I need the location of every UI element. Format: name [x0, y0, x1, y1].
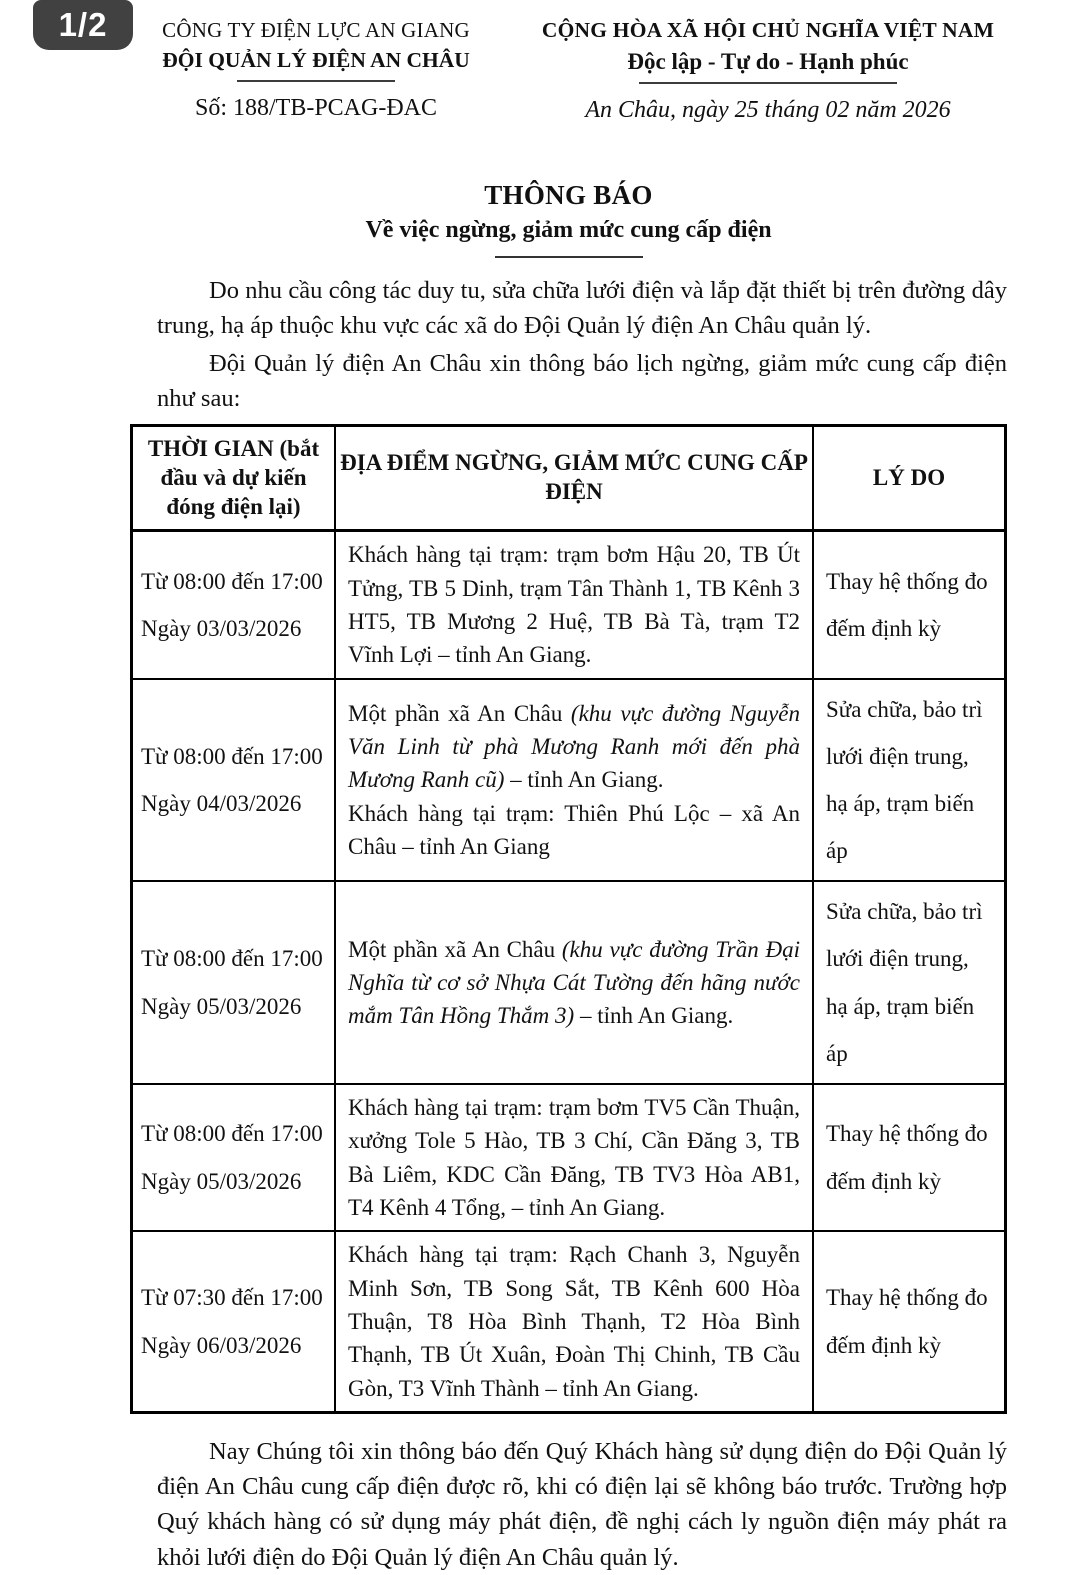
reason-cell: Sửa chữa, bảo trì lưới điện trung, hạ áp, trạm biến áp — [826, 696, 983, 864]
table-row — [133, 1232, 1004, 1411]
issuer-divider — [237, 80, 395, 82]
document-subtitle: Về việc ngừng, giảm mức cung cấp điện — [365, 217, 772, 243]
reason-cell: Thay hệ thống đo đếm định kỳ — [826, 1285, 988, 1358]
issuer-block — [130, 18, 502, 124]
time-cell: Từ 08:00 đến 17:00 Ngày 05/03/2026 — [133, 882, 336, 1083]
location-cell: Khách hàng tại trạm: trạm bơm TV5 Cần Thuận, xưởng Tole 5 Hào, TB 3 Chí, Cần Đăng 3, TB Bà Liêm, KDC Cần Đăng, TB TV3 Hòa AB1, T4 Kênh 4 Tổng, – tỉnh An Giang. — [336, 1085, 814, 1230]
location-cell: Khách hàng tại trạm: Rạch Chanh 3, Nguyễn Minh Sơn, TB Song Sắt, TB Kênh 600 Hòa Thuận, T8 Hòa Bình Thạnh, T2 Hòa Bình Thạnh, TB Út Xuân, Đoàn Thị Chinh, TB Cầu Gòn, T3 Vĩnh Thành – tỉnh An Giang. — [336, 1232, 814, 1411]
table-row — [133, 532, 1004, 679]
table-header-row — [133, 427, 1004, 532]
time-cell: Từ 07:30 đến 17:00 Ngày 06/03/2026 — [133, 1232, 336, 1411]
document-header — [130, 18, 1007, 124]
reason-cell: Thay hệ thống đo đếm định kỳ — [826, 568, 988, 641]
table-row — [133, 882, 1004, 1085]
location-cell: Khách hàng tại trạm: trạm bơm Hậu 20, TB Út Tửng, TB 5 Dinh, trạm Tân Thành 1, TB Kênh 3 HT5, TB Mương 2 Huệ, TB Bà Tà, trạm T2 Vĩnh Lợi – tỉnh An Giang. — [336, 532, 814, 677]
place-and-date: An Châu, ngày 25 tháng 02 năm 2026 — [585, 97, 951, 123]
time-cell: Từ 08:00 đến 17:00 Ngày 04/03/2026 — [133, 680, 336, 881]
time-cell: Từ 08:00 đến 17:00 Ngày 03/03/2026 — [133, 532, 336, 677]
title-divider — [495, 256, 643, 258]
document-number: Số: 188/TB-PCAG-ĐAC — [194, 95, 438, 121]
location-cell: Một phần xã An Châu (khu vực đường Trần Đại Nghĩa từ cơ sở Nhựa Cát Tường đến hãng nước mắm Tân Hồng Thắm 3) – tỉnh An Giang. — [336, 882, 814, 1083]
location-cell: Một phần xã An Châu (khu vực đường Nguyễn Văn Linh từ phà Mương Ranh mới đến phà Mương Ranh cũ) – tỉnh An Giang. Khách hàng tại trạm: Thiên Phú Lộc – xã An Châu – tỉnh An Giang — [336, 680, 814, 881]
national-block — [529, 18, 1007, 124]
national-motto: Độc lập - Tự do - Hạnh phúc — [627, 49, 909, 74]
intro-paragraph-2: Đội Quản lý điện An Châu xin thông báo lịch ngừng, giảm mức cung cấp điện như sau: — [157, 349, 1007, 412]
reason-column-header: LÝ DO — [872, 464, 946, 490]
reason-cell: Thay hệ thống đo đếm định kỳ — [826, 1121, 988, 1194]
intro-paragraph-1: Do nhu cầu công tác duy tu, sửa chữa lưới điện và lắp đặt thiết bị trên đường dây trung, hạ áp thuộc khu vực các xã do Đội Quản lý điện An Châu quản lý. — [157, 277, 1007, 340]
country-name: CỘNG HÒA XÃ HỘI CHỦ NGHĨA VIỆT NAM — [541, 18, 995, 42]
reason-cell: Sửa chữa, bảo trì lưới điện trung, hạ áp, trạm biến áp — [826, 899, 983, 1066]
motto-divider — [639, 82, 897, 84]
page-number-badge: 1/2 — [33, 0, 133, 50]
outage-table-body — [133, 532, 1004, 1411]
table-row — [133, 680, 1004, 883]
time-cell: Từ 08:00 đến 17:00 Ngày 05/03/2026 — [133, 1085, 336, 1230]
document-page — [130, 0, 1007, 1575]
department-name: ĐỘI QUẢN LÝ ĐIỆN AN CHÂU — [162, 48, 470, 72]
table-row — [133, 1085, 1004, 1232]
document-title: THÔNG BÁO — [484, 180, 653, 210]
title-block — [130, 180, 1007, 258]
outage-schedule-table — [130, 424, 1007, 1414]
time-column-header: THỜI GIAN (bắt đầu và dự kiến đóng điện lại) — [133, 427, 336, 529]
closing-paragraph: Nay Chúng tôi xin thông báo đến Quý Khách hàng sử dụng điện do Đội Quản lý điện An Châu cung cấp điện được rõ, khi có điện lại sẽ không báo trước. Trường hợp Quý khách hàng có sử dụng máy phát điện, đề nghị cách ly nguồn điện máy phát ra khỏi lưới điện do Đội Quản lý điện An Châu quản lý. — [157, 1437, 1007, 1571]
location-column-header: ĐỊA ĐIỂM NGỪNG, GIẢM MỨC CUNG CẤP ĐIỆN — [336, 427, 814, 529]
company-name: CÔNG TY ĐIỆN LỰC AN GIANG — [162, 18, 470, 42]
